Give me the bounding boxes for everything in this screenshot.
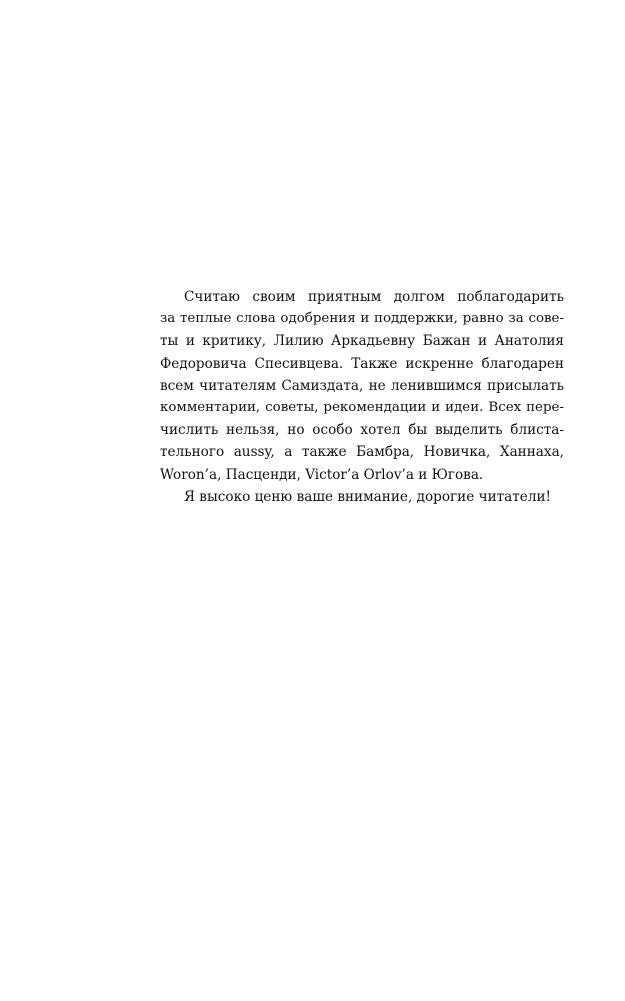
paragraph-1-line-2: за теплые слова одобрения и поддержки, равно за сове- xyxy=(160,311,564,327)
paragraph-1-line-5: всем читателям Самиздата, не ленившимся присылать xyxy=(160,377,564,394)
acknowledgement-text xyxy=(160,286,564,508)
paragraph-2: Я высоко ценю ваше внимание, дорогие читатели! xyxy=(184,488,551,505)
paragraph-1-line-8: тельного aussy, а также Бамбра, Новичка, Ханнаха, xyxy=(160,444,564,461)
paragraph-1-line-7: числить нельзя, но особо хотел бы выделить блиста- xyxy=(160,422,564,439)
paragraph-1-line-3: ты и критику, Лилию Аркадьевну Бажан и Анатолия xyxy=(160,333,564,350)
paragraph-1-line-6: комментарии, советы, рекомендации и идеи. Всех пере- xyxy=(160,399,564,415)
paragraph-1-line-9: Woron’a, Пасценди, Victor’a Orlov’a и Югова. xyxy=(160,466,484,483)
paragraph-1-line-4: Федоровича Спесивцева. Также искренне благодарен xyxy=(160,355,564,372)
paragraph-1-line-1: Считаю своим приятным долгом поблагодарить xyxy=(184,289,564,305)
